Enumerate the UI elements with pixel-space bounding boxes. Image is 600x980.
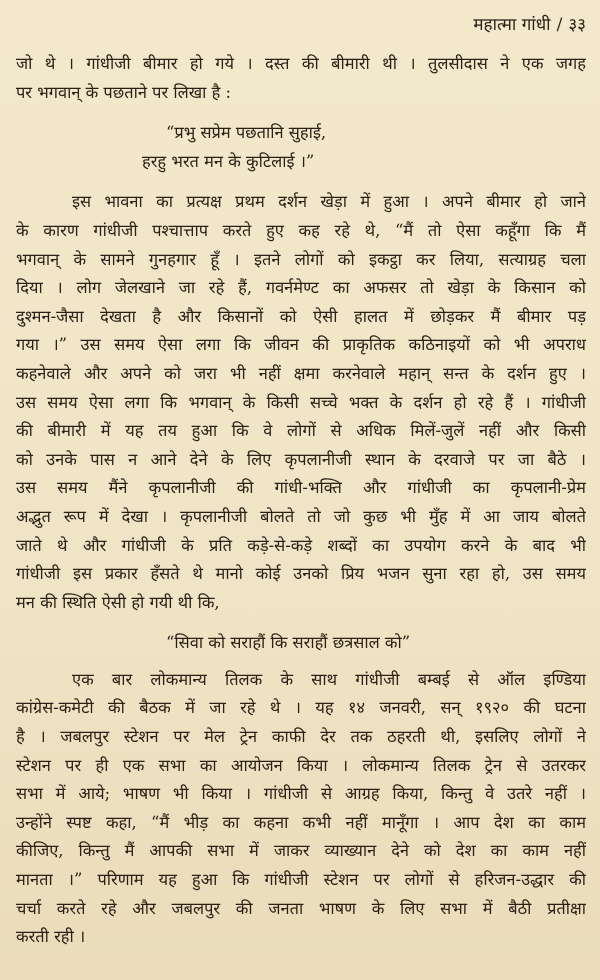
running-header: [16, 14, 586, 40]
text-line: स्टेशन पर ही एक सभा का आयोजन किया । लोकमान्य तिलक ट्रेन से उतरकर: [16, 755, 586, 775]
paragraph-1: [16, 50, 586, 107]
text-line: भगवान् के सामने गुनहगार हूँ । इतने लोगों को इकट्ठा कर लिया, सत्याग्रह चला: [16, 249, 586, 269]
verse-line-2: हरहु भरत मन के कुटिलाई ।”: [142, 151, 315, 171]
text-line: को उनके पास न आने देने के लिए कृपलानीजी स्थान के दरवाजे पर जा बैठे ।: [16, 449, 586, 469]
text-line: दुश्मन-जैसा देखता है और किसानों को ऐसी हालत में छोड़कर मैं बीमार पड़: [16, 306, 586, 326]
paragraph-2: [16, 188, 586, 617]
text-line: जाते थे और गांधीजी के प्रति कड़े-से-कड़े शब्दों का उपयोग करने के बाद भी: [16, 535, 586, 555]
text-line: की बीमारी में यह तय हुआ कि वे लोगों से अधिक मिलें-जुलें नहीं और किसी: [16, 421, 586, 441]
text-line: गया ।” उस समय ऐसा लगा कि जीवन की प्राकृतिक कठिनाइयों को भी अपराध: [16, 335, 586, 355]
text-line: इस भावना का प्रत्यक्ष प्रथम दर्शन खेड़ा में हुआ । अपने बीमार हो जाने: [72, 192, 586, 212]
paragraph-3: [16, 666, 586, 952]
text-line: एक बार लोकमान्य तिलक के साथ गांधीजी बम्बई से ऑल इण्डिया: [72, 669, 586, 689]
running-title: महात्मा गांधी: [473, 15, 551, 35]
quote-line: “सिवा को सराहौं कि सराहौं छत्रसाल को”: [166, 633, 411, 653]
text-line: उस समय मैंने कृपलानीजी की गांधी-भक्ति और गांधीजी का कृपलानी-प्रेम: [16, 478, 586, 498]
body-text: [16, 50, 586, 952]
text-line: मानता ।” परिणाम यह हुआ कि गांधीजी स्टेशन पर लोगों से हरिजन-उद्धार की: [16, 870, 586, 890]
text-line: कीजिए, किन्तु मैं आपकी सभा में जाकर व्याख्यान देने को देश का काम नहीं: [16, 841, 586, 861]
verse-line-1: “प्रभु सप्रेम पछतानि सुहाई,: [166, 123, 327, 143]
text-line: करती रही ।: [16, 927, 86, 947]
text-line: उन्होंने स्पष्ट कहा, “मैं भीड़ का कहना कभी नहीं मानूँगा । आप देश का काम: [16, 812, 586, 832]
page-number: ३३: [568, 15, 586, 35]
text-line: पर भगवान् के पछताने पर लिखा है :: [16, 82, 232, 102]
text-line: उस समय ऐसा लगा कि भगवान् के किसी सच्चे भक्त के दर्शन हो रहे हैं । गांधीजी: [16, 392, 586, 412]
text-line: चर्चा करते रहे और जबलपुर की जनता भाषण के लिए सभा में बैठी प्रतीक्षा: [16, 898, 586, 918]
text-line: के कारण गांधीजी पश्चात्ताप करते हुए कह रहे थे, “मैं तो ऐसा कहूँगा कि मैं: [16, 220, 586, 240]
text-line: गांधीजी इस प्रकार हँसते थे मानो कोई उनको प्रिय भजन सुना रहा हो, उस समय: [16, 564, 586, 584]
verse-block: [16, 119, 586, 176]
text-line: अद्भुत रूप में देखा । कृपलानीजी बोलते तो जो कुछ भी मुँह में आ जाय बोलते: [16, 506, 586, 526]
text-line: कहनेवाले और अपने को जरा भी नहीं क्षमा करनेवाले महान् सन्त के दर्शन हुए ।: [16, 363, 586, 383]
text-line: दिया । लोग जेलखाने जा रहे हैं, गवर्नमेण्ट का अफसर तो खेड़ा के किसान को: [16, 278, 586, 298]
text-line: कांग्रेस-कमेटी की बैठक में जा रहे थे । यह १४ जनवरी, सन् १९२० की घटना: [16, 698, 586, 718]
text-line: जो थे । गांधीजी बीमार हो गये । दस्त की बीमारी थी । तुलसीदास ने एक जगह: [16, 54, 586, 73]
header-separator: /: [556, 15, 563, 35]
text-line: है । जबलपुर स्टेशन पर मेल ट्रेन काफी देर तक ठहरती थी, इसलिए लोगों ने: [16, 727, 586, 747]
text-line: सभा में आये; भाषण भी किया । गांधीजी से आग्रह किया, किन्तु वे उतरे नहीं ।: [16, 784, 586, 804]
text-line: मन की स्थिति ऐसी हो गयी थी कि,: [16, 592, 220, 612]
